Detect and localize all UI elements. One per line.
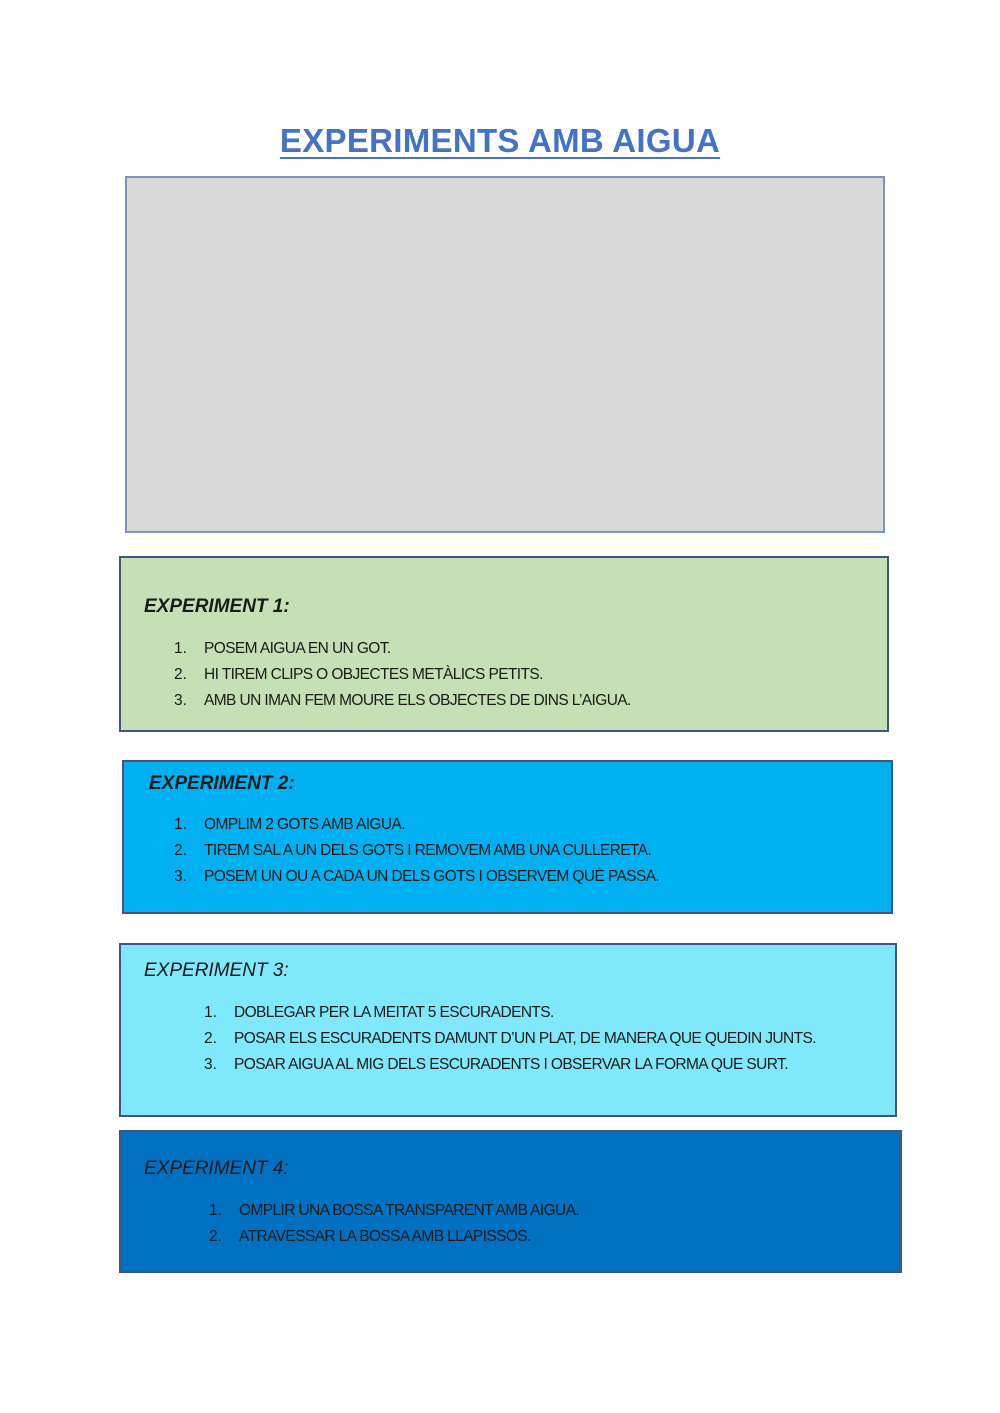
experiment-4-steps [209,1198,579,1250]
list-item [174,636,631,662]
step-text: POSAR ELS ESCURADENTS DAMUNT D’UN PLAT, DE MANERA QUE QUEDIN JUNTS. [234,1030,816,1047]
step-text: AMB UN IMAN FEM MOURE ELS OBJECTES DE DINS L’AIGUA. [204,692,631,709]
page-title: EXPERIMENTS AMB AIGUA [279,122,721,159]
experiment-2-steps [174,812,659,890]
experiment-2-box [122,760,893,914]
list-item [204,1000,816,1026]
list-item [174,812,659,838]
step-number: 2. [204,1030,217,1047]
step-number: 1. [204,1004,217,1021]
step-number: 2. [174,666,187,683]
step-number: 2. [209,1228,222,1245]
step-number: 3. [204,1056,217,1073]
step-number: 3. [174,692,187,709]
step-number: 2. [174,842,187,859]
experiment-1-title: EXPERIMENT 1: [144,596,290,617]
list-item [204,1026,816,1052]
step-text: OMPLIR UNA BOSSA TRANSPARENT AMB AIGUA. [239,1202,580,1219]
list-item [209,1224,579,1250]
experiment-2-title: EXPERIMENT 2: [149,773,295,794]
image-placeholder [125,176,885,533]
experiment-3-box [119,943,897,1117]
step-text: OMPLIM 2 GOTS AMB AIGUA. [204,816,405,833]
step-text: HI TIREM CLIPS O OBJECTES METÀLICS PETITS. [204,666,543,683]
list-item [174,864,659,890]
step-text: POSEM AIGUA EN UN GOT. [204,640,391,657]
list-item [174,662,631,688]
list-item [174,688,631,714]
experiment-4-box [119,1130,902,1273]
experiment-3-title: EXPERIMENT 3: [144,960,289,981]
step-number: 3. [174,868,187,885]
experiment-1-box [119,556,889,732]
step-text: TIREM SAL A UN DELS GOTS I REMOVEM AMB UNA CULLERETA. [204,842,652,859]
step-text: ATRAVESSAR LA BOSSA AMB LLAPISSOS. [239,1228,531,1245]
step-number: 1. [209,1202,222,1219]
step-text: DOBLEGAR PER LA MEITAT 5 ESCURADENTS. [234,1004,554,1021]
step-number: 1. [174,816,187,833]
experiment-4-title: EXPERIMENT 4: [144,1158,289,1179]
experiment-1-steps [174,636,631,714]
list-item [204,1052,816,1078]
list-item [209,1198,579,1224]
step-text: POSAR AIGUA AL MIG DELS ESCURADENTS I OBSERVAR LA FORMA QUE SURT. [234,1056,788,1073]
step-number: 1. [174,640,187,657]
list-item [174,838,659,864]
step-text: POSEM UN OU A CADA UN DELS GOTS I OBSERVEM QUÈ PASSA. [204,868,660,885]
experiment-3-steps [204,1000,816,1078]
